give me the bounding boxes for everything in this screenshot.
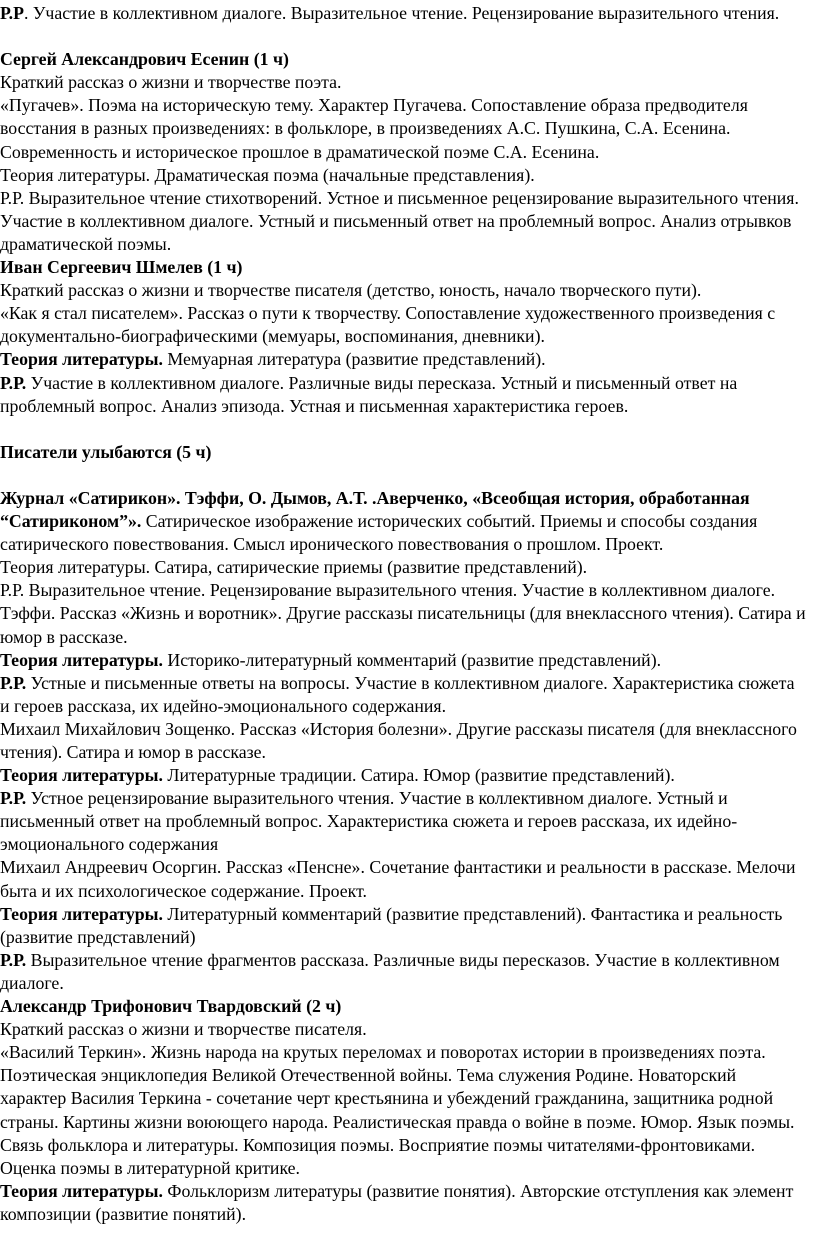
section-heading-tvardovsky: Александр Трифонович Твардовский (2 ч) xyxy=(0,996,342,1017)
theory-paragraph: Теория литературы. Литературные традиции. Сатира. Юмор (развитие представлений). xyxy=(0,765,675,786)
speech-development-paragraph: Р.Р. Устные и письменные ответы на вопросы. Участие в коллективном диалоге. Характеристика сюжета и героев рассказа, их идейно-эмоционального содержания. xyxy=(0,672,795,716)
speech-development-paragraph: Р.Р. Устное рецензирование выразительного чтения. Участие в коллективном диалоге. Устный и письменный ответ на проблемный вопрос. Характеристика сюжета и героев рассказа, их идейно-эмоционального содержания xyxy=(0,788,738,855)
paragraph: Краткий рассказ о жизни и творчестве поэта. xyxy=(0,72,342,93)
theory-paragraph: Теория литературы. Мемуарная литература (развитие представлений). xyxy=(0,349,546,370)
section-heading-yesenin: Сергей Александрович Есенин (1 ч) xyxy=(0,49,289,70)
theory-paragraph: Теория литературы. Литературный комментарий (развитие представлений). Фантастика и реальность (развитие представлений) xyxy=(0,903,783,947)
paragraph-gap xyxy=(0,464,806,487)
speech-development-paragraph: Р.Р. Участие в коллективном диалоге. Различные виды пересказа. Устный и письменный ответ на проблемный вопрос. Анализ эпизода. Устная и письменная характеристика героев. xyxy=(0,372,738,416)
paragraph: «Пугачев». Поэма на историческую тему. Характер Пугачева. Сопоставление образа предводителя восстания в разных произведениях: в фольклоре, в произведениях А.С. Пушкина, С.А. Есенина. Современность и историческое прошлое в драматической поэме С.А. Есенина. xyxy=(0,95,748,162)
speech-development-paragraph: Р.Р. Выразительное чтение стихотворений. Устное и письменное рецензирование выразительного чтения. Участие в коллективном диалоге. Устный и письменный ответ на проблемный вопрос. Анализ отрывков драматической поэмы. xyxy=(0,187,799,254)
speech-development-paragraph: Р.Р. Выразительное чтение. Рецензирование выразительного чтения. Участие в коллективном диалоге. xyxy=(0,580,776,601)
paragraph: Краткий рассказ о жизни и творчестве писателя. xyxy=(0,1019,367,1040)
section-heading-writers-smile: Писатели улыбаются (5 ч) xyxy=(0,441,212,462)
theory-paragraph: Теория литературы. Драматическая поэма (начальные представления). xyxy=(0,164,535,185)
paragraph: Краткий рассказ о жизни и творчестве писателя (детство, юность, начало творческого пути). xyxy=(0,280,702,301)
paragraph-gap xyxy=(0,418,806,441)
paragraph: «Как я стал писателем». Рассказ о пути к творчеству. Сопоставление художественного произведения с документально-биографическими (мемуары, воспоминания, дневники). xyxy=(0,303,776,347)
paragraph-zoshchenko: Михаил Михайлович Зощенко. Рассказ «История болезни». Другие рассказы писателя (для внеклассного чтения). Сатира и юмор в рассказе. xyxy=(0,718,797,762)
paragraph-satirikon: Журнал «Сатирикон». Тэффи, О. Дымов, А.Т. .Аверченко, «Всеобщая история, обработанная “Сатириконом”». Сатирическое изображение исторических событий. Приемы и способы создания сатирического повествования. Смысл иронического повествования о прошлом. Проект. xyxy=(0,487,758,555)
speech-development-paragraph: Р.Р. Выразительное чтение фрагментов рассказа. Различные виды пересказов. Участие в коллективном диалоге. xyxy=(0,949,780,993)
paragraph-gap xyxy=(0,25,806,48)
paragraph-terkin: «Василий Теркин». Жизнь народа на крутых переломах и поворотах истории в произведениях поэта. Поэтическая энциклопедия Великой Отечественной войны. Тема служения Родине. Новаторский характер Василия Теркина - сочетание черт крестьянина и убеждений гражданина, защитника родной страны. Картины жизни воюющего народа. Реалистическая правда о войне в поэме. Юмор. Язык поэмы. Связь фольклора и литературы. Композиция поэмы. Восприятие поэмы читателями-фронтовиками. Оценка поэмы в литературной критике. xyxy=(0,1042,795,1178)
theory-paragraph: Теория литературы. Фольклоризм литературы (развитие понятия). Авторские отступления как элемент композиции (развитие понятий). xyxy=(0,1180,794,1224)
theory-paragraph: Теория литературы. Сатира, сатирические приемы (развитие представлений). xyxy=(0,557,588,578)
paragraph-teffi: Тэффи. Рассказ «Жизнь и воротник». Другие рассказы писательницы (для внеклассного чтения). Сатира и юмор в рассказе. xyxy=(0,603,806,647)
paragraph-osorgin: Михаил Андреевич Осоргин. Рассказ «Пенсне». Сочетание фантастики и реальности в рассказе. Мелочи быта и их психологическое содержание. Проект. xyxy=(0,857,796,901)
section-heading-shmelev: Иван Сергеевич Шмелев (1 ч) xyxy=(0,257,243,278)
speech-development-paragraph: Р.Р. Участие в коллективном диалоге. Выразительное чтение. Рецензирование выразительного чтения. xyxy=(0,3,780,23)
theory-paragraph: Теория литературы. Историко-литературный комментарий (развитие представлений). xyxy=(0,649,662,670)
